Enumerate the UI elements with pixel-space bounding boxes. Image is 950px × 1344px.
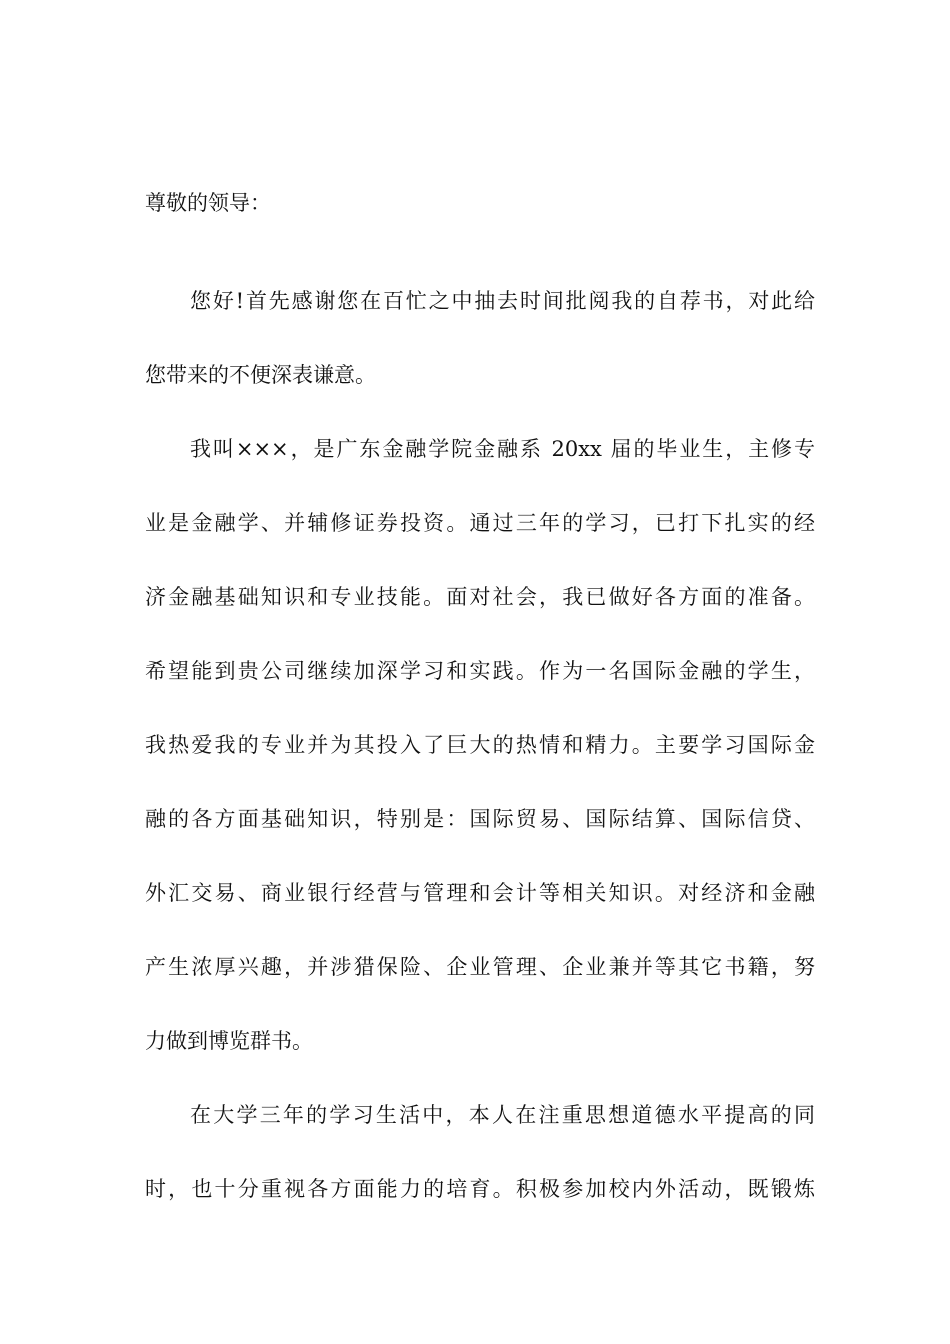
paragraph-line: 我热爱我的专业并为其投入了巨大的热情和精力。主要学习国际金: [145, 733, 815, 757]
paragraph-line: 产生浓厚兴趣，并涉猎保险、企业管理、企业兼并等其它书籍，努: [145, 955, 815, 979]
paragraph-line: 您带来的不便深表谦意。: [145, 363, 376, 387]
paragraph-line: 您好!首先感谢您在百忙之中抽去时间批阅我的自荐书，对此给: [190, 289, 815, 313]
paragraph-line: 济金融基础知识和专业技能。面对社会，我已做好各方面的准备。: [145, 585, 815, 609]
paragraph-line: 希望能到贵公司继续加深学习和实践。作为一名国际金融的学生，: [145, 659, 815, 683]
paragraph-line: 外汇交易、商业银行经营与管理和会计等相关知识。对经济和金融: [145, 881, 815, 905]
paragraph-line: 时，也十分重视各方面能力的培育。积极参加校内外活动，既锻炼: [145, 1177, 815, 1201]
paragraph-line: 业是金融学、并辅修证券投资。通过三年的学习，已打下扎实的经: [145, 511, 815, 535]
paragraph-line: 力做到博览群书。: [145, 1029, 313, 1053]
paragraph-line: 我叫×××，是广东金融学院金融系 20xx 届的毕业生，主修专: [190, 437, 815, 461]
paragraph-line: 融的各方面基础知识，特别是：国际贸易、国际结算、国际信贷、: [145, 807, 815, 831]
salutation: 尊敬的领导：: [145, 191, 271, 215]
paragraph-line: 在大学三年的学习生活中，本人在注重思想道德水平提高的同: [190, 1103, 815, 1127]
